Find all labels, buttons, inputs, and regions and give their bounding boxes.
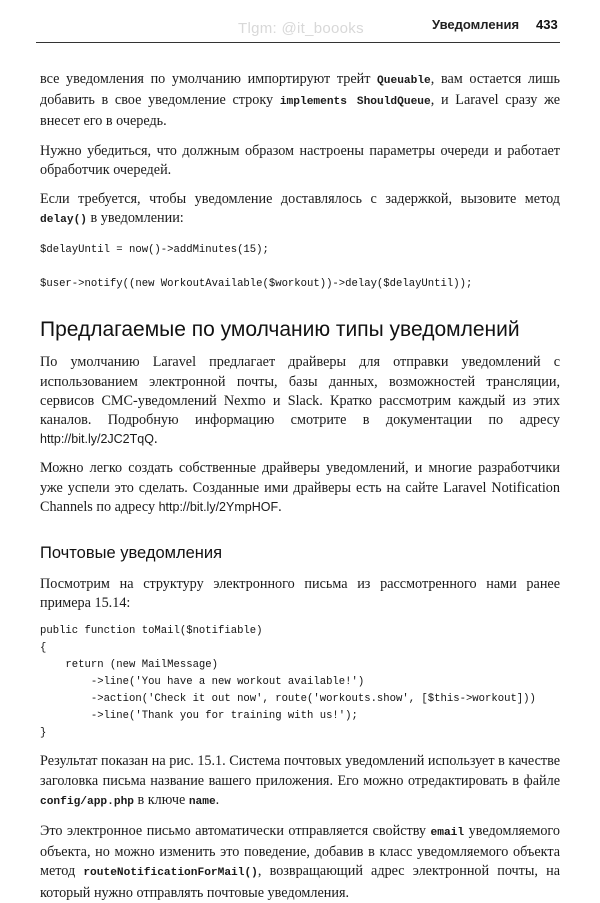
paragraph-mail-structure: Посмотрим на структуру электронного письма из рассмотренного нами ранее примера 15.14: xyxy=(40,576,560,612)
code-line: public function toMail($notifiable) xyxy=(40,625,263,638)
page-number: 433 xyxy=(536,17,558,32)
header-rule xyxy=(36,42,560,43)
url-link: http://bit.ly/2JC2TqQ xyxy=(40,432,154,447)
code-block-tomail xyxy=(40,623,560,742)
url-link: http://bit.ly/2YmpHOF xyxy=(158,499,279,514)
paragraph-queue-config: Нужно убедиться, что должным образом настроены параметры очереди и работает обработчик очередей. xyxy=(40,142,560,178)
subsection-heading: Почтовые уведомления xyxy=(40,544,223,563)
inline-code: Queuable xyxy=(377,75,431,87)
inline-code: delay() xyxy=(40,214,87,227)
paragraph-default-drivers: По умолчанию Laravel предлагает драйверы для отправки уведомлений с использованием электронной почты, базы данных, возможностей трансляции, сервисов СМС-уведомлений Nexmo и Slack. Кратко рассмотрим каждый из этих каналов. Подробную информацию смотрите в документации по адресу http://bit.ly/2JC2TqQ. xyxy=(40,354,560,448)
code-line: return (new MailMessage) xyxy=(40,659,219,672)
code-line: ->line('You have a new workout available!') xyxy=(40,676,365,689)
page-body xyxy=(40,70,560,903)
watermark: Tlgm: @it_boooks xyxy=(238,20,364,37)
paragraph-result: Результат показан на рис. 15.1. Система почтовых уведомлений использует в качестве заголовка письма название вашего приложения. Его можно отредактировать в файле config/app.php в ключе name. xyxy=(40,753,560,808)
paragraph-queue-trait: все уведомления по умолчанию импортируют трейт Queuable, вам остается лишь добавить в свое уведомление строку implements ShouldQueue, и Laravel сразу же внесет его в очередь. xyxy=(40,71,561,130)
code-line: { xyxy=(40,642,47,655)
inline-code: email xyxy=(430,827,465,840)
paragraph-delay: Если требуется, чтобы уведомление доставлялось с задержкой, вызовите метод delay() в уведомлении: xyxy=(40,191,560,227)
inline-code: config/app.php xyxy=(40,795,134,808)
inline-code: routeNotificationForMail() xyxy=(83,867,258,880)
paragraph-email-routing: Это электронное письмо автоматически отправляется свойству email уведомляемого объекта, но можно изменить это поведение, добавив в класс уведомляемого объекта метод routeNotificationForMail(), возвращающий адрес электронной почты, на который нужно отправлять почтовые уведомления. xyxy=(40,823,560,901)
code-line: $delayUntil = now()->addMinutes(15); xyxy=(40,244,269,257)
paragraph-custom-drivers: Можно легко создать собственные драйверы уведомлений, и многие разработчики уже успели это сделать. Созданные ими драйверы есть на сайте Laravel Notification Channels по адресу http://bit.ly/2YmpHOF. xyxy=(40,460,560,515)
code-line: $user->notify((new WorkoutAvailable($workout))->delay($delayUntil)); xyxy=(40,278,473,291)
running-title: Уведомления xyxy=(432,17,520,32)
code-line: ->action('Check it out now', route('workouts.show', [$this->workout])) xyxy=(40,693,536,706)
section-heading: Предлагаемые по умолчанию типы уведомлений xyxy=(40,318,520,342)
code-line: ->line('Thank you for training with us!'); xyxy=(40,710,358,723)
code-line: } xyxy=(40,727,47,740)
page-header xyxy=(0,0,600,44)
code-block-delay xyxy=(40,242,560,293)
inline-code: name xyxy=(188,795,216,808)
inline-code: implements ShouldQueue xyxy=(279,96,431,109)
